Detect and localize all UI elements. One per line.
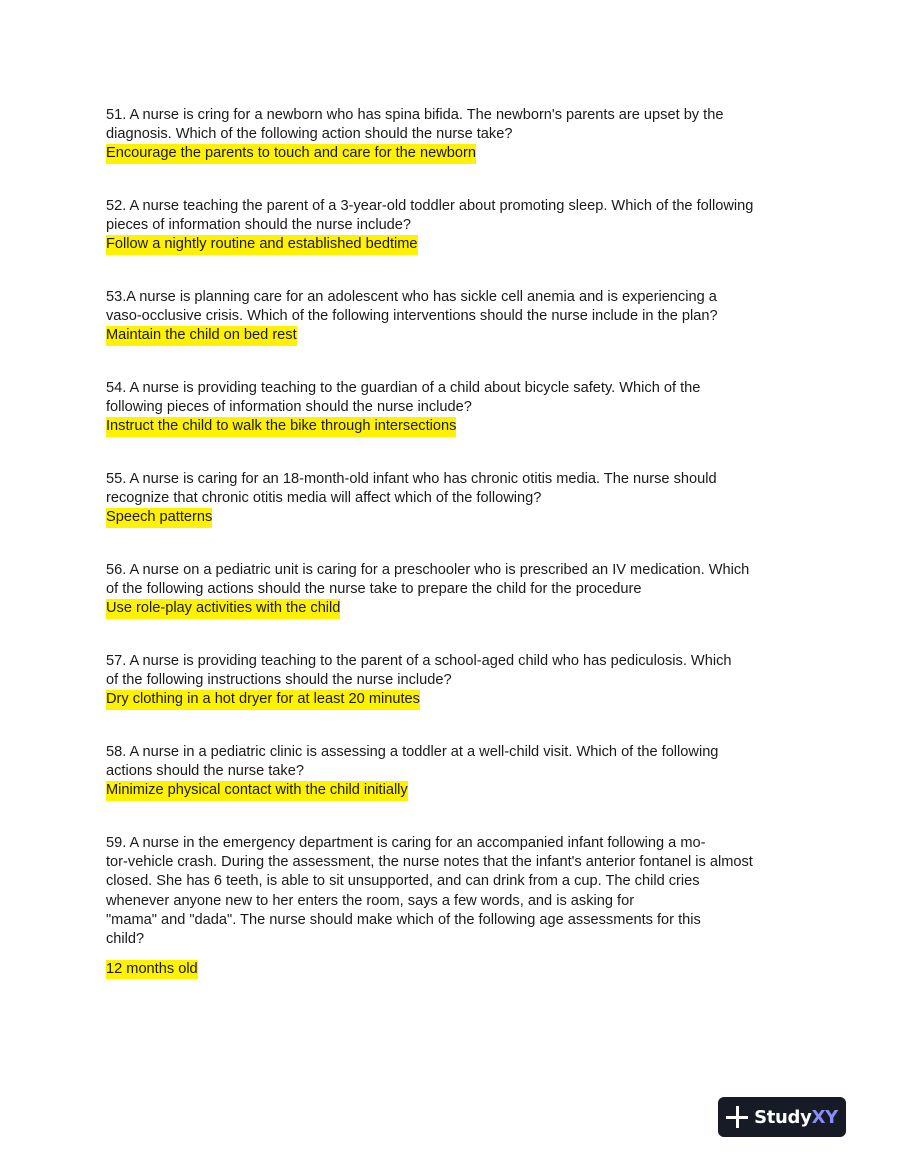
question-text: of the following instructions should the nurse include? bbox=[106, 672, 452, 689]
question-text: diagnosis. Which of the following action should the nurse take? bbox=[106, 126, 513, 143]
question-text: closed. She has 6 teeth, is able to sit unsupported, and can drink from a cup. The child cries bbox=[106, 873, 700, 890]
question-text: 56. A nurse on a pediatric unit is caring for a preschooler who is prescribed an IV medication. Which bbox=[106, 562, 750, 578]
question-54 bbox=[106, 379, 700, 437]
question-text: 55. A nurse is caring for an 18-month-old infant who has chronic otitis media. The nurse should bbox=[106, 471, 717, 487]
question-text: 58. A nurse in a pediatric clinic is assessing a toddler at a well-child visit. Which of the following bbox=[106, 744, 719, 760]
question-text: whenever anyone new to her enters the room, says a few words, and is asking for bbox=[106, 892, 635, 909]
plus-icon bbox=[726, 1106, 748, 1128]
studyxy-logo-badge[interactable] bbox=[718, 1097, 846, 1137]
question-text: actions should the nurse take? bbox=[106, 763, 304, 780]
question-text: 52. A nurse teaching the parent of a 3-year-old toddler about promoting sleep. Which of the following bbox=[106, 198, 754, 214]
question-52 bbox=[106, 197, 753, 255]
answer-highlight: Encourage the parents to touch and care for the newborn bbox=[106, 144, 476, 163]
question-text: 53.A nurse is planning care for an adolescent who has sickle cell anemia and is experiencing a bbox=[106, 289, 717, 305]
question-text: of the following actions should the nurse take to prepare the child for the procedure bbox=[106, 581, 642, 598]
question-text: 59. A nurse in the emergency department is caring for an accompanied infant following a mo- bbox=[106, 835, 706, 851]
question-55 bbox=[106, 470, 717, 528]
brand-name bbox=[754, 1107, 838, 1128]
answer-highlight: Instruct the child to walk the bike through intersections bbox=[106, 417, 456, 436]
answer-highlight: Maintain the child on bed rest bbox=[106, 326, 297, 345]
answer-highlight: Dry clothing in a hot dryer for at least 20 minutes bbox=[106, 690, 420, 709]
question-57 bbox=[106, 652, 731, 710]
question-text: following pieces of information should the nurse include? bbox=[106, 399, 472, 416]
brand-accent: XY bbox=[811, 1106, 838, 1128]
question-59 bbox=[106, 834, 753, 979]
question-text: child? bbox=[106, 931, 145, 948]
question-53 bbox=[106, 288, 718, 346]
brand-main: Study bbox=[754, 1106, 812, 1128]
question-58 bbox=[106, 743, 718, 801]
question-text: tor-vehicle crash. During the assessment, the nurse notes that the infant's anterior fontanel is almost bbox=[106, 854, 753, 871]
answer-highlight: Speech patterns bbox=[106, 508, 212, 527]
question-text: 57. A nurse is providing teaching to the parent of a school-aged child who has pediculosis. Which bbox=[106, 653, 732, 669]
answer-highlight: Follow a nightly routine and established bedtime bbox=[106, 235, 418, 254]
question-text: 54. A nurse is providing teaching to the guardian of a child about bicycle safety. Which of the bbox=[106, 380, 701, 396]
answer-highlight: Minimize physical contact with the child initially bbox=[106, 781, 408, 800]
answer-highlight: Use role-play activities with the child bbox=[106, 599, 340, 618]
question-text: pieces of information should the nurse include? bbox=[106, 217, 412, 234]
question-56 bbox=[106, 561, 749, 619]
question-text: recognize that chronic otitis media will affect which of the following? bbox=[106, 490, 542, 507]
answer-highlight: 12 months old bbox=[106, 960, 198, 979]
question-text: vaso-occlusive crisis. Which of the following interventions should the nurse include in the plan? bbox=[106, 308, 718, 325]
question-text: "mama" and "dada". The nurse should make which of the following age assessments for this bbox=[106, 911, 701, 928]
question-text: 51. A nurse is cring for a newborn who has spina bifida. The newborn's parents are upset by the bbox=[106, 107, 724, 123]
question-51 bbox=[106, 106, 723, 164]
